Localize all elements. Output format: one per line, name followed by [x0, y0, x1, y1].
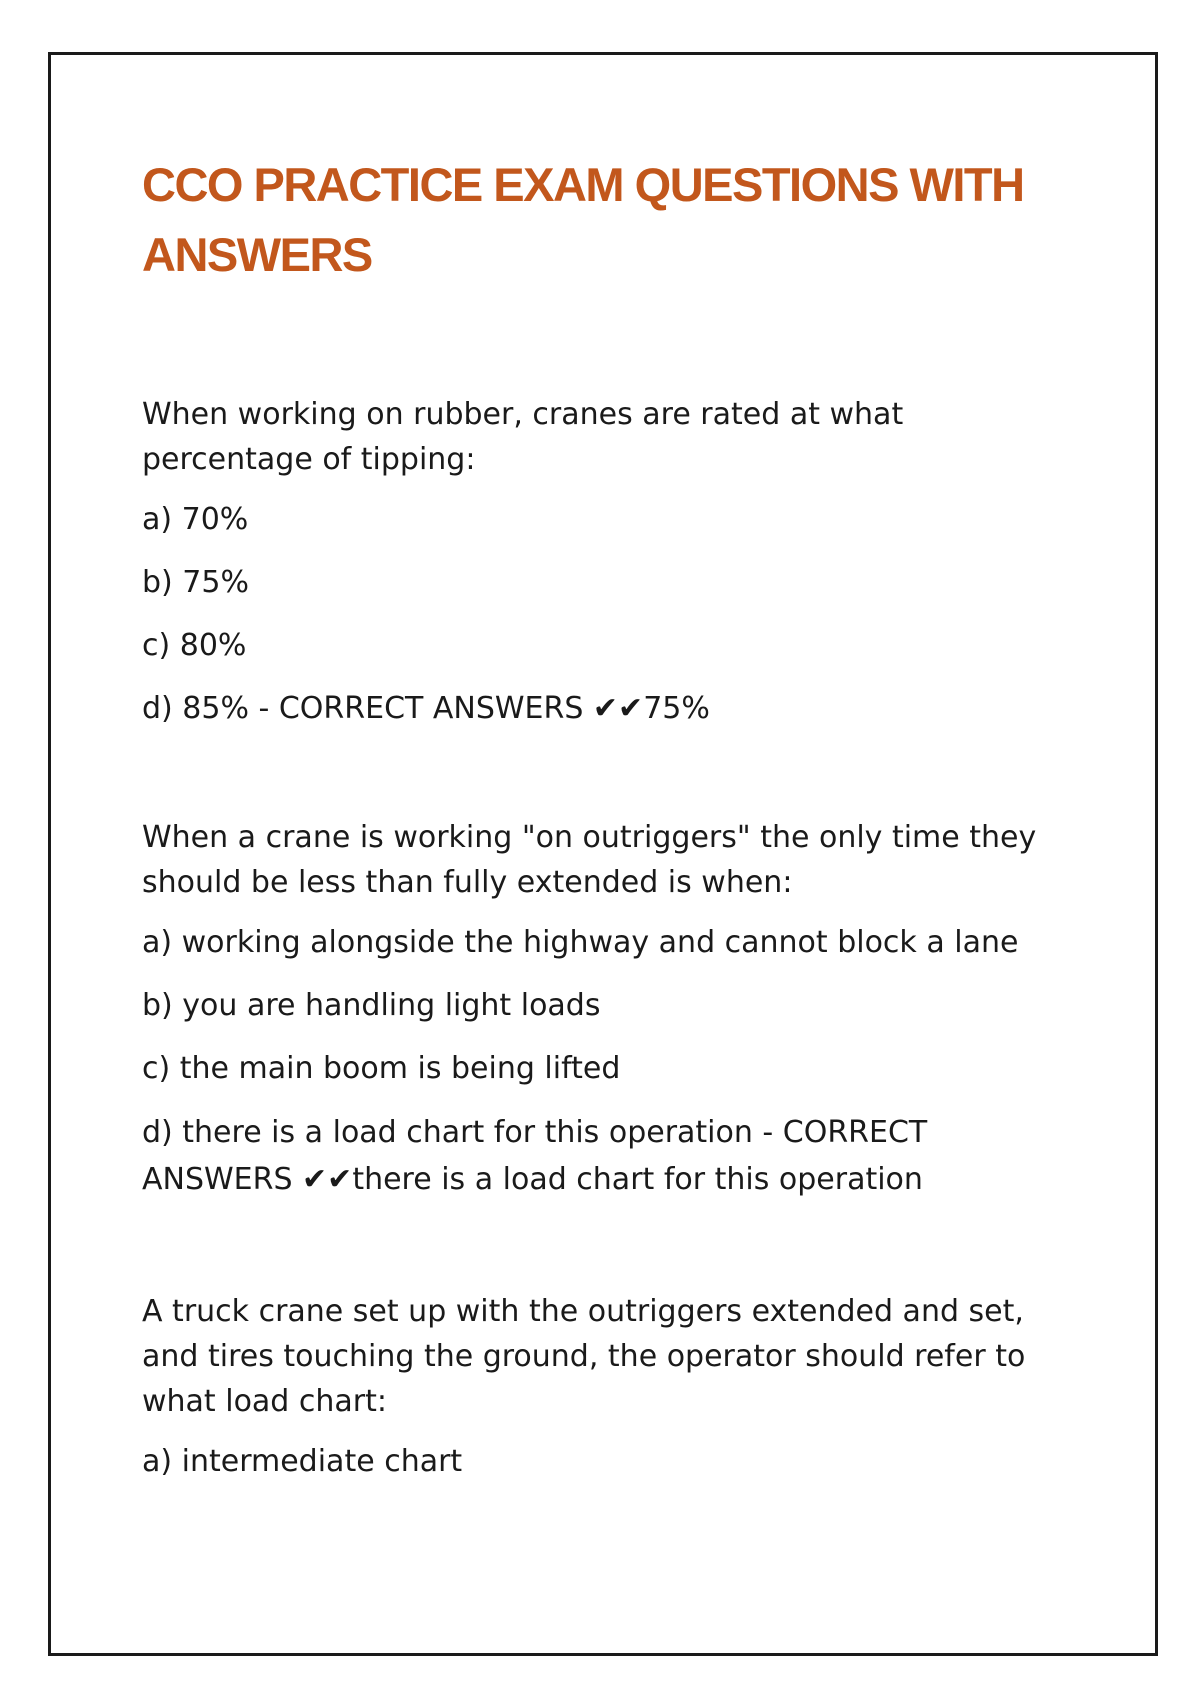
- option-c: c) 80%: [142, 628, 247, 663]
- question-3: [142, 1289, 1082, 1502]
- option-a: a) 70%: [142, 502, 249, 537]
- document-title: CCO PRACTICE EXAM QUESTIONS WITH ANSWERS: [142, 158, 1024, 281]
- option-d-answer: d) there is a load chart for this operation - CORRECT ANSWERS ✔✔there is a load chart for this operation: [142, 1115, 928, 1197]
- option-a: a) intermediate chart: [142, 1444, 463, 1479]
- option-a: a) working alongside the highway and cannot block a lane: [142, 925, 1019, 960]
- question-text: A truck crane set up with the outriggers extended and set, and tires touching the ground, the operator should refer to what load chart:: [142, 1294, 1026, 1419]
- question-text: When a crane is working "on outriggers" the only time they should be less than fully extended is when:: [142, 820, 1037, 900]
- option-b: b) 75%: [142, 565, 249, 600]
- option-c: c) the main boom is being lifted: [142, 1051, 621, 1086]
- question-2: [142, 815, 1082, 1220]
- option-d-answer: d) 85% - CORRECT ANSWERS ✔✔75%: [142, 691, 710, 726]
- question-1: [142, 392, 1082, 749]
- option-b: b) you are handling light loads: [142, 988, 601, 1023]
- question-text: When working on rubber, cranes are rated at what percentage of tipping:: [142, 397, 904, 477]
